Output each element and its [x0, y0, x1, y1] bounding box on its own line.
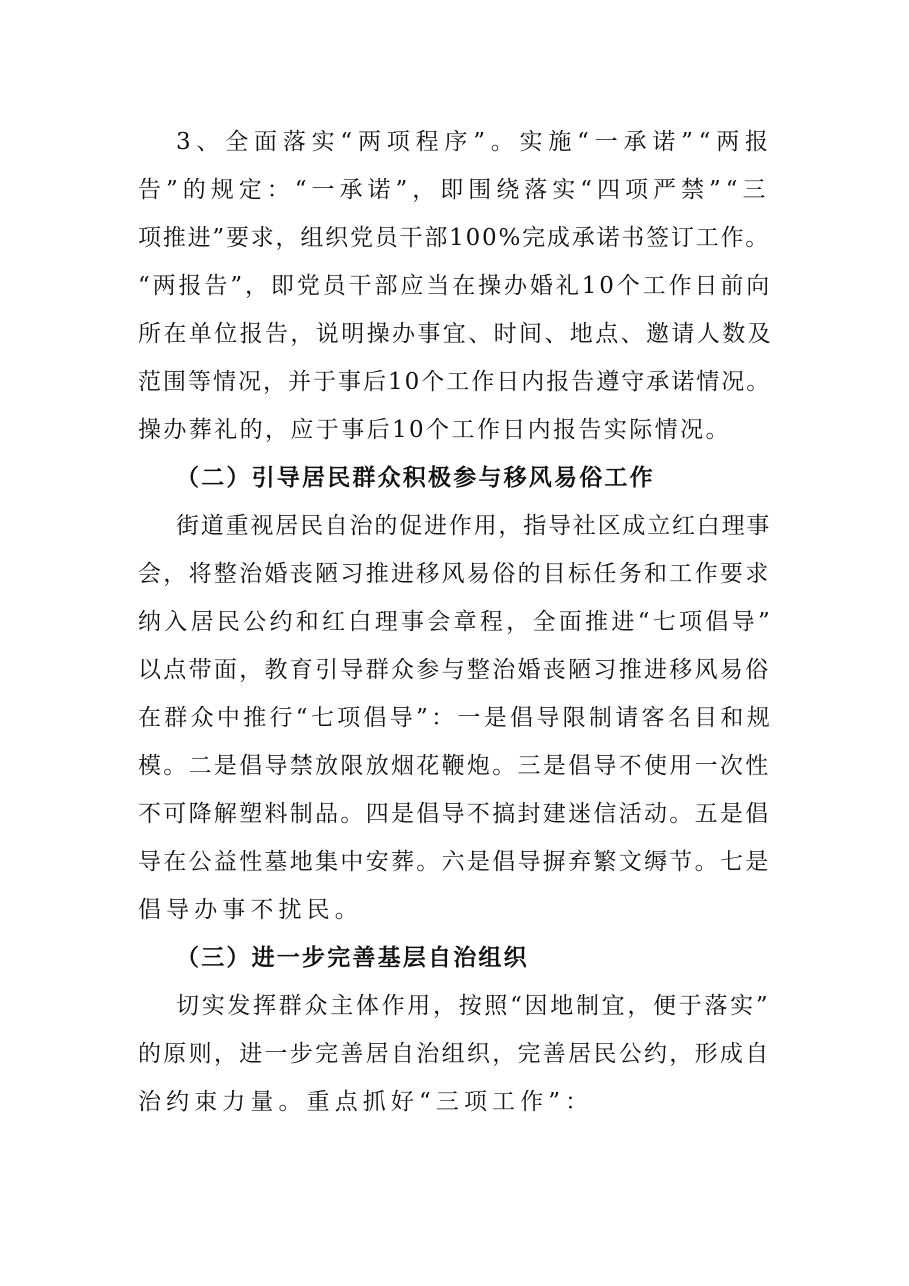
- text-line: 的原则，进一步完善居自治组织，完善居民公约，形成自: [138, 1041, 771, 1067]
- text-line: 切实发挥群众主体作用，按照“因地制宜，便于落实”: [176, 993, 771, 1019]
- text-line: 导在公益性墓地集中安葬。六是倡导摒弃繁文缛节。七是: [138, 849, 771, 875]
- text-line: 范围等情况，并于事后10个工作日内报告遵守承诺情况。: [138, 369, 772, 395]
- text-line: 模。二是倡导禁放限放烟花鞭炮。三是倡导不使用一次性: [138, 753, 771, 779]
- text-line: 所在单位报告，说明操办事宜、时间、地点、邀请人数及: [138, 321, 773, 347]
- text-line: “两报告”，即党员干部应当在操办婚礼10个工作日前向: [138, 273, 773, 299]
- text-line: 不可降解塑料制品。四是倡导不搞封建迷信活动。五是倡: [138, 801, 771, 827]
- text-line: 会，将整治婚丧陋习推进移风易俗的目标任务和工作要求: [138, 561, 771, 587]
- text-line: 街道重视居民自治的促进作用，指导社区成立红白理事: [176, 513, 772, 539]
- text-line: 3、全面落实“两项程序”。实施“一承诺”“两报: [176, 129, 774, 155]
- text-line: 操办葬礼的，应于事后10个工作日内报告实际情况。: [138, 417, 731, 443]
- section-heading-2: （二）引导居民群众积极参与移风易俗工作: [176, 465, 655, 491]
- section-heading-3: （三）进一步完善基层自治组织: [176, 945, 529, 971]
- text-line: 告”的规定：“一承诺”，即围绕落实“四项严禁”“三: [138, 177, 771, 203]
- text-line: 项推进”要求，组织党员干部100%完成承诺书签订工作。: [138, 225, 771, 251]
- text-line: 在群众中推行“七项倡导”：一是倡导限制请客名目和规: [138, 705, 774, 731]
- text-line: 以点带面，教育引导群众参与整治婚丧陋习推进移风易俗: [138, 657, 771, 683]
- text-line: 治约束力量。重点抓好“三项工作”：: [138, 1089, 594, 1115]
- text-line: 纳入居民公约和红白理事会章程，全面推进“七项倡导”: [138, 609, 774, 635]
- text-line: 倡导办事不扰民。: [138, 897, 363, 923]
